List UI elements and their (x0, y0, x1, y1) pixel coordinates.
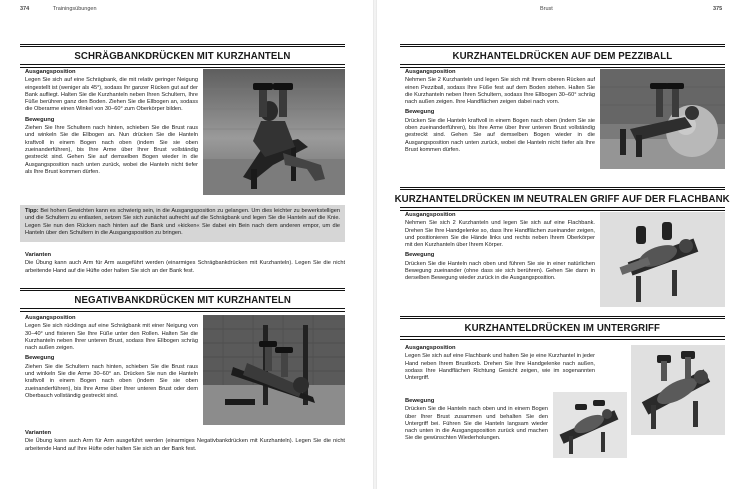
incline-variants-heading: Varianten (25, 252, 52, 258)
section-title-pezziball: KURZHANTELDRÜCKEN AUF DEM PEZZIBALL (400, 46, 725, 65)
decline-variants-heading: Varianten (25, 430, 52, 436)
left-page-header (20, 6, 97, 12)
incline-move-heading: Bewegung (25, 116, 55, 123)
left-page-number: 374 (20, 6, 30, 12)
right-page (375, 0, 750, 489)
incline-start-heading: Ausgangsposition (25, 69, 76, 75)
underhand-move-heading: Bewegung (405, 398, 435, 404)
neutral-grip-text (405, 212, 595, 312)
incline-press-text (25, 69, 198, 199)
underhand-move-text: Drücken Sie die Hanteln nach oben und in einem Bogen über Ihrer Brust zusammen und behalten Sie den Untergriff bei. Führen Sie die Hanteln langsam wieder nach unten in die Ausgangsposition zurück und machen Sie die gewünschten Wiederholungen. (405, 406, 548, 442)
incline-start-text: Legen Sie sich auf eine Schrägbank, die mit relativ geringer Neigung eingestellt ist (weniger als 45°), sodass Ihr ganzer Rücken gut auf der Bank aufliegt. Halten Sie die Kurzhanteln neben Ihren Schultern, Ihre Füße berühren ganz den Boden. Ziehen Sie die Ellbogen an, sodass die Oberarme einen Winkel von 30–60° zum Oberkörper bilden. (25, 77, 198, 113)
neutral-move-heading: Bewegung (405, 252, 435, 259)
incline-variants-text: Die Übung kann auch Arm für Arm ausgeführt werden (einarmiges Schrägbankdrücken mit Kurzhanteln). Legen Sie die nicht arbeitende Hand auf die Hüfte oder halten Sie sich an der Bank fest. (25, 260, 345, 274)
right-running-head: Brust (540, 6, 553, 12)
pezziball-start-heading: Ausgangsposition (405, 69, 456, 75)
underhand-start-heading: Ausgangsposition (405, 345, 456, 351)
underhand-grip-photo-1 (631, 345, 725, 435)
incline-variants (25, 252, 345, 280)
pezziball-move-text: Drücken Sie die Hanteln kraftvoll in einem Bogen nach oben (indem Sie sie oben zueinanderführen), bis Ihre Arme über Ihrer unteren Brust vollständig gestreckt sind. Gehen Sie auf demselben Bogen wieder in die Ausgangsposition nach unten zurück, wobei die Hanteln nicht tiefer als Ihre Brust kommen dürfen. (405, 117, 595, 153)
decline-variants-text: Die Übung kann auch Arm für Arm ausgeführt werden (einarmiges Negativbankdrücken mit Kurzhanteln). Legen Sie die nicht arbeitende Hand auf Ihre Hüfte oder halten Sie sich an der Bank fest. (25, 438, 345, 452)
pezziball-photo (600, 69, 725, 169)
neutral-grip-photo (600, 212, 725, 307)
decline-move-text: Ziehen Sie die Schultern nach hinten, schieben Sie die Brust raus und winkeln Sie die Arme 30–60° an. Drücken Sie nun die Hanteln kraftvoll in einem Bogen nach oben (indem Sie sie oben zueinanderführen), bis Ihre Arme über Ihrer unteren Brust oder dem Oberbauch vollständig gestreckt sind. (25, 363, 198, 399)
section-title-underhand-grip: KURZHANTELDRÜCKEN IM UNTERGRIFF (400, 318, 725, 337)
underhand-start (405, 345, 595, 397)
decline-start-text: Legen Sie sich rücklings auf eine Schrägbank mit einer Neigung von 30–40° und fixieren Sie Ihre Füße unter den Rollen. Halten Sie die Kurzhanteln neben Ihrer unteren Brust, sodass Ihre Ellbogen schräg nach außen zeigen. (25, 323, 198, 352)
neutral-move-text: Drücken Sie die Hanteln nach oben und führen Sie sie in einer natürlichen Bewegung zueinander (ohne dass sie sich berühren). Gehen Sie dann in derselben Bewegung wieder zurück in die Ausgangsposition. (405, 260, 595, 282)
right-page-number: 375 (713, 6, 723, 12)
underhand-move (405, 398, 548, 460)
tip-box (20, 205, 345, 242)
decline-start-heading: Ausgangsposition (25, 315, 76, 321)
decline-press-photo (203, 315, 345, 425)
pezziball-text (405, 69, 595, 179)
incline-press-photo (203, 69, 345, 195)
decline-move-heading: Bewegung (25, 355, 55, 362)
section-title-decline-press: NEGATIVBANKDRÜCKEN MIT KURZHANTELN (20, 290, 345, 309)
decline-press-text (25, 315, 198, 425)
section-title-neutral-grip: KURZHANTELDRÜCKEN IM NEUTRALEN GRIFF AUF DER FLACHBANK (400, 189, 725, 208)
underhand-start-text: Legen Sie sich auf eine Flachbank und halten Sie je eine Kurzhantel in jeder Hand neben Ihrem Brustkorb. Drehen Sie Ihre Handgelenke nach außen, sodass Ihre Handflächen Richtung Gesicht zeigen, wie im sogenannten Untergriff. (405, 353, 595, 382)
tip-text: Bei hohen Gewichten kann es schwierig sein, in die Ausgangsposition zu gelangen. Um dies leichter zu bewerkstelligen und die Schultern zu entlasten, setzen Sie sich zunächst aufrecht auf die Schrägbank und legen Sie die Hanteln auf die Knie. Legen Sie nun den Rücken nach hinten auf die Bank und »kicken« Sie dabei ein Bein nach dem anderen empor, um die Hanteln über den Schultern in die Ausgangsposition zu bringen. (25, 208, 340, 236)
decline-variants (25, 430, 345, 460)
pezziball-start-text: Nehmen Sie 2 Kurzhanteln und legen Sie sich mit Ihrem oberen Rücken auf einen Pezziball, sodass Ihre Füße fest auf dem Boden stehen. Halten Sie die Kurzhanteln neben Ihren Schultern, sodass Ihre Ellbogen 30–60° schräg nach außen zeigen. Ihre Handflächen zeigen dabei nach vorn. (405, 77, 595, 106)
neutral-start-text: Nehmen Sie sich 2 Kurzhanteln und legen Sie sich auf eine Flachbank. Drehen Sie Ihre Handgelenke so, dass Ihre Handflächen zueinander zeigen, und positionieren Sie die Hände links und rechts neben Ihrem Oberkörper mit den Kurzhanteln über Ihrem Körper. (405, 220, 595, 249)
pezziball-move-heading: Bewegung (405, 109, 435, 116)
underhand-grip-photo-2 (553, 392, 627, 458)
section-title-incline-press: SCHRÄGBANKDRÜCKEN MIT KURZHANTELN (20, 46, 345, 65)
tip-label: Tipp: (25, 208, 39, 214)
neutral-start-heading: Ausgangsposition (405, 212, 456, 218)
incline-move-text: Ziehen Sie Ihre Schultern nach hinten, schieben Sie die Brust raus und winkeln Sie die Ellbogen an. Nun drücken Sie die Hanteln kraftvoll in einem Bogen nach oben (indem Sie sie oben zueinanderführen), bis Ihre Arme über Ihrer Brust vollständig gestreckt sind. Gehen Sie auf demselben Bogen wieder in die Ausgangsposition nach unten zurück, wobei die Hanteln nicht tiefer als Ihre Brust kommen dürfen. (25, 125, 198, 175)
left-running-head: Trainingsübungen (52, 6, 97, 12)
